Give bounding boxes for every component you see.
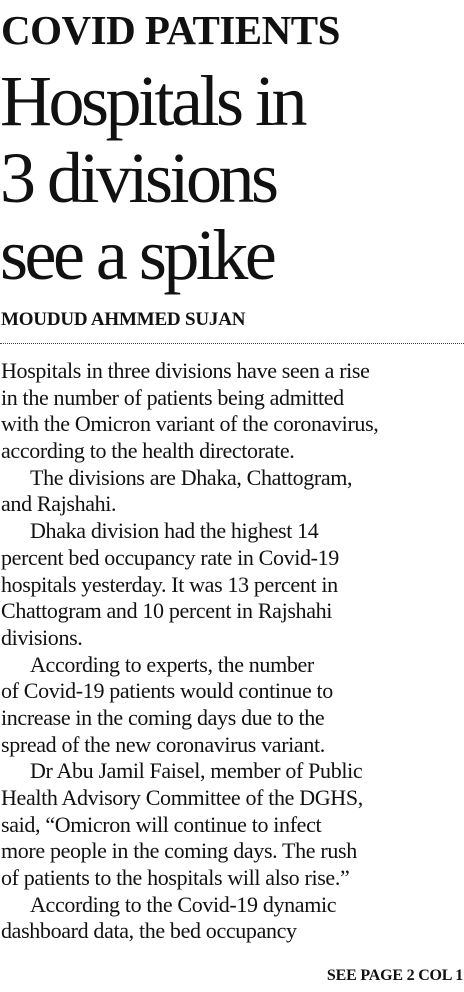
body-line: said, “Omicron will continue to infect	[1, 811, 322, 837]
headline	[0, 63, 464, 294]
body-line: percent bed occupancy rate in Covid-19	[1, 544, 339, 570]
headline-line: 3 divisions	[0, 138, 276, 218]
body-line: The divisions are Dhaka, Chattogram,	[30, 464, 353, 490]
body-line: with the Omicron variant of the coronavirus,	[1, 411, 379, 437]
body-line: According to experts, the number	[30, 651, 314, 677]
headline-line: see a spike	[0, 215, 274, 295]
kicker: COVID PATIENTS	[1, 7, 340, 53]
body-line: Dhaka division had the highest 14	[30, 518, 319, 544]
body-line: dashboard data, the bed occupancy	[1, 918, 297, 944]
body-line: Dr Abu Jamil Faisel, member of Public	[30, 758, 363, 784]
body-line: Hospitals in three divisions have seen a rise	[1, 358, 370, 383]
body-line: spread of the new coronavirus variant.	[1, 731, 325, 757]
body-line: in the number of patients being admitted	[1, 384, 344, 410]
body-line: more people in the coming days. The rush	[1, 838, 357, 864]
body-line: hospitals yesterday. It was 13 percent in	[1, 571, 338, 597]
body-line: according to the health directorate.	[1, 438, 295, 464]
body-line: increase in the coming days due to the	[1, 704, 325, 730]
body-line: of patients to the hospitals will also rise.”	[1, 865, 350, 891]
byline: MOUDUD AHMMED SUJAN	[1, 309, 246, 330]
body-line: and Rajshahi.	[1, 491, 117, 517]
body-line: divisions.	[1, 624, 83, 650]
continuation-note: SEE PAGE 2 COL 1	[326, 967, 463, 984]
body-line: Chattogram and 10 percent in Rajshahi	[1, 598, 333, 624]
body-line: of Covid-19 patients would continue to	[1, 678, 333, 704]
dotted-divider	[0, 343, 464, 344]
body-line: Health Advisory Committee of the DGHS,	[1, 785, 363, 810]
headline-line: Hospitals in	[0, 61, 305, 141]
body-line: According to the Covid-19 dynamic	[30, 891, 337, 917]
article-body	[1, 358, 463, 945]
